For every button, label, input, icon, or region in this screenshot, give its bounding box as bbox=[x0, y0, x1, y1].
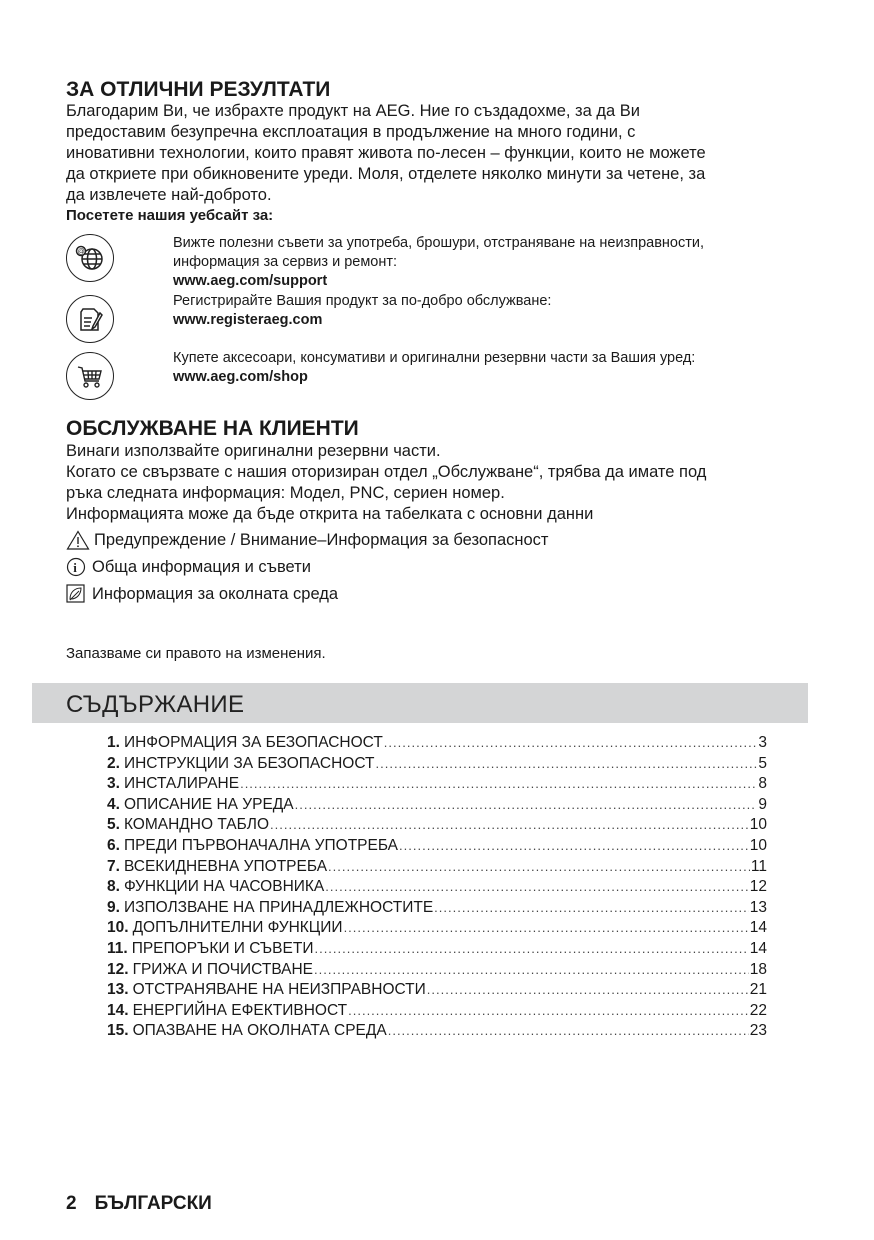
service-line: Когато се свързвате с нашия оторизиран отдел „Обслужване“, трябва да имате под bbox=[66, 463, 707, 481]
service-line: Информацията може да бъде открита на табелката с основни данни bbox=[66, 505, 594, 523]
web-link-desc: информация за сервиз и ремонт: bbox=[173, 254, 398, 270]
toc-item-number: 3. bbox=[107, 775, 120, 793]
toc-leader-dots bbox=[314, 962, 749, 977]
register-document-icon bbox=[66, 295, 114, 343]
page-footer bbox=[66, 1193, 212, 1215]
legend-text: Обща информация и съвети bbox=[92, 557, 311, 576]
visit-website-label: Посетете нашия уебсайт за: bbox=[66, 207, 274, 224]
toc-item-label: ИЗПОЛЗВАНЕ НА ПРИНАДЛЕЖНОСТИТЕ bbox=[123, 898, 434, 916]
toc-leader-dots bbox=[344, 920, 749, 935]
toc-leader-dots bbox=[384, 735, 758, 750]
toc-item-number: 12. bbox=[107, 960, 129, 978]
toc-item-label: ОПИСАНИЕ НА УРЕДА bbox=[123, 795, 294, 813]
toc-item-page: 10 bbox=[749, 816, 767, 834]
toc-item-page: 21 bbox=[749, 981, 767, 999]
web-link-desc: Вижте полезни съвети за употреба, брошури, отстраняване на неизправности, bbox=[173, 235, 704, 251]
toc-leader-dots bbox=[295, 797, 758, 812]
toc-item-page: 5 bbox=[758, 754, 767, 772]
intro-line: да извлечете най-доброто. bbox=[66, 186, 272, 204]
toc-item[interactable] bbox=[107, 1022, 767, 1043]
legend-text: Предупреждение / Внимание–Информация за безопасност bbox=[94, 530, 549, 549]
toc-item[interactable] bbox=[107, 981, 767, 1002]
toc-item-number: 10. bbox=[107, 919, 129, 937]
legend-row-warning bbox=[66, 529, 549, 551]
toc-item-label: ИНСТРУКЦИИ ЗА БЕЗОПАСНОСТ bbox=[123, 754, 375, 772]
shopping-cart-icon bbox=[66, 352, 114, 400]
info-circle-icon bbox=[66, 557, 88, 577]
service-line: Винаги използвайте оригинални резервни части. bbox=[66, 442, 441, 460]
warning-triangle-icon bbox=[66, 530, 90, 550]
toc-item-number: 5. bbox=[107, 816, 120, 834]
web-link-desc: Купете аксесоари, консумативи и оригинални резервни части за Вашия уред: bbox=[173, 350, 696, 366]
toc-item-page: 14 bbox=[749, 939, 767, 957]
service-paragraph bbox=[66, 441, 836, 525]
toc-title: СЪДЪРЖАНИЕ bbox=[66, 691, 245, 718]
intro-line: да откриете при обикновените уреди. Моля, отделете няколко минути за четене, за bbox=[66, 165, 706, 183]
toc-item[interactable] bbox=[107, 919, 767, 940]
intro-line: Благодарим Ви, че избрахте продукт на AEG. Ние го създадохме, за да Ви bbox=[66, 102, 640, 120]
toc-item[interactable] bbox=[107, 940, 767, 961]
section-title-results: ЗА ОТЛИЧНИ РЕЗУЛТАТИ bbox=[66, 78, 331, 101]
toc-leader-dots bbox=[348, 1003, 749, 1018]
toc-item-page: 11 bbox=[750, 857, 767, 875]
toc-item[interactable] bbox=[107, 775, 767, 796]
svg-text:@: @ bbox=[77, 248, 85, 256]
toc-item[interactable] bbox=[107, 816, 767, 837]
toc-item-label: ГРИЖА И ПОЧИСТВАНЕ bbox=[132, 960, 314, 978]
toc-item-number: 8. bbox=[107, 878, 120, 896]
toc-leader-dots bbox=[240, 776, 757, 791]
toc-item-label: ФУНКЦИИ НА ЧАСОВНИКА bbox=[123, 878, 325, 896]
environment-leaf-icon bbox=[66, 584, 88, 604]
web-link-support bbox=[173, 234, 704, 291]
toc-item-label: ИНСТАЛИРАНЕ bbox=[123, 775, 240, 793]
toc-item-number: 14. bbox=[107, 1001, 129, 1019]
toc-item-number: 11. bbox=[107, 939, 128, 957]
toc-leader-dots bbox=[328, 859, 750, 874]
svg-text:i: i bbox=[73, 560, 77, 575]
legend-text: Информация за околната среда bbox=[92, 584, 339, 603]
legend-row-info bbox=[66, 556, 549, 578]
toc-item-page: 10 bbox=[749, 836, 767, 854]
web-link-register bbox=[173, 292, 551, 330]
intro-line: предоставим безупречна експлоатация в продължение на много години, с bbox=[66, 123, 636, 141]
toc-item[interactable] bbox=[107, 796, 767, 817]
toc-leader-dots bbox=[325, 879, 748, 894]
toc-item-page: 13 bbox=[749, 898, 767, 916]
intro-line: иновативни технологии, които правят живота по-лесен – функции, които не можете bbox=[66, 144, 706, 162]
toc-item[interactable] bbox=[107, 734, 767, 755]
toc-item-page: 22 bbox=[749, 1001, 767, 1019]
toc-item-label: ОПАЗВАНЕ НА ОКОЛНАТА СРЕДА bbox=[132, 1022, 387, 1040]
toc-leader-dots bbox=[376, 756, 758, 771]
register-url-link[interactable]: www.registeraeg.com bbox=[173, 312, 323, 328]
toc-item-number: 2. bbox=[107, 754, 120, 772]
globe-at-icon bbox=[66, 234, 114, 282]
toc-item[interactable] bbox=[107, 899, 767, 920]
service-line: ръка следната информация: Модел, PNC, сериен номер. bbox=[66, 484, 505, 502]
legend-row-environment bbox=[66, 583, 549, 605]
toc-item-number: 13. bbox=[107, 981, 129, 999]
toc-item-label: ПРЕПОРЪКИ И СЪВЕТИ bbox=[131, 939, 314, 957]
toc-item-label: ОТСТРАНЯВАНЕ НА НЕИЗПРАВНОСТИ bbox=[132, 981, 426, 999]
table-of-contents bbox=[107, 734, 767, 1043]
toc-item-number: 9. bbox=[107, 898, 120, 916]
toc-leader-dots bbox=[388, 1023, 749, 1038]
toc-item[interactable] bbox=[107, 1002, 767, 1023]
toc-item-number: 1. bbox=[107, 734, 120, 751]
intro-paragraph bbox=[66, 101, 826, 206]
toc-leader-dots bbox=[427, 982, 749, 997]
toc-item-number: 15. bbox=[107, 1022, 129, 1040]
toc-item-page: 9 bbox=[758, 795, 767, 813]
web-link-shop bbox=[173, 349, 695, 387]
toc-item-page: 12 bbox=[749, 878, 767, 896]
toc-item-page: 8 bbox=[758, 775, 767, 793]
page-number: 2 bbox=[66, 1193, 77, 1214]
toc-leader-dots bbox=[399, 838, 749, 853]
toc-item-label: КОМАНДНО ТАБЛО bbox=[123, 816, 270, 834]
toc-item-label: ЕНЕРГИЙНА ЕФЕКТИВНОСТ bbox=[132, 1001, 348, 1019]
toc-item-label: ВСЕКИДНЕВНА УПОТРЕБА bbox=[123, 857, 328, 875]
toc-item-number: 6. bbox=[107, 836, 120, 854]
web-link-desc: Регистрирайте Вашия продукт за по-добро обслужване: bbox=[173, 293, 552, 309]
toc-item[interactable] bbox=[107, 837, 767, 858]
section-title-service: ОБСЛУЖВАНЕ НА КЛИЕНТИ bbox=[66, 417, 359, 440]
toc-item-page: 23 bbox=[749, 1022, 767, 1040]
toc-item[interactable] bbox=[107, 755, 767, 776]
toc-item[interactable] bbox=[107, 878, 767, 899]
toc-item-page: 18 bbox=[749, 960, 767, 978]
toc-item-label: ПРЕДИ ПЪРВОНАЧАЛНА УПОТРЕБА bbox=[123, 836, 399, 854]
footer-language: БЪЛГАРСКИ bbox=[94, 1193, 212, 1214]
symbol-legend bbox=[66, 529, 549, 605]
toc-item-label: ДОПЪЛНИТЕЛНИ ФУНКЦИИ bbox=[132, 919, 343, 937]
disclaimer-text: Запазваме си правото на изменения. bbox=[66, 645, 326, 662]
toc-item-page: 3 bbox=[758, 734, 767, 751]
toc-item-page: 14 bbox=[749, 919, 767, 937]
toc-item-label: ИНФОРМАЦИЯ ЗА БЕЗОПАСНОСТ bbox=[123, 734, 383, 751]
toc-item-number: 7. bbox=[107, 857, 120, 875]
toc-leader-dots bbox=[314, 941, 748, 956]
toc-leader-dots bbox=[270, 817, 749, 832]
toc-item-number: 4. bbox=[107, 795, 120, 813]
shop-url-link[interactable]: www.aeg.com/shop bbox=[173, 369, 308, 385]
toc-item[interactable] bbox=[107, 961, 767, 982]
support-url-link[interactable]: www.aeg.com/support bbox=[173, 273, 328, 289]
toc-leader-dots bbox=[434, 900, 749, 915]
toc-item[interactable] bbox=[107, 858, 767, 879]
